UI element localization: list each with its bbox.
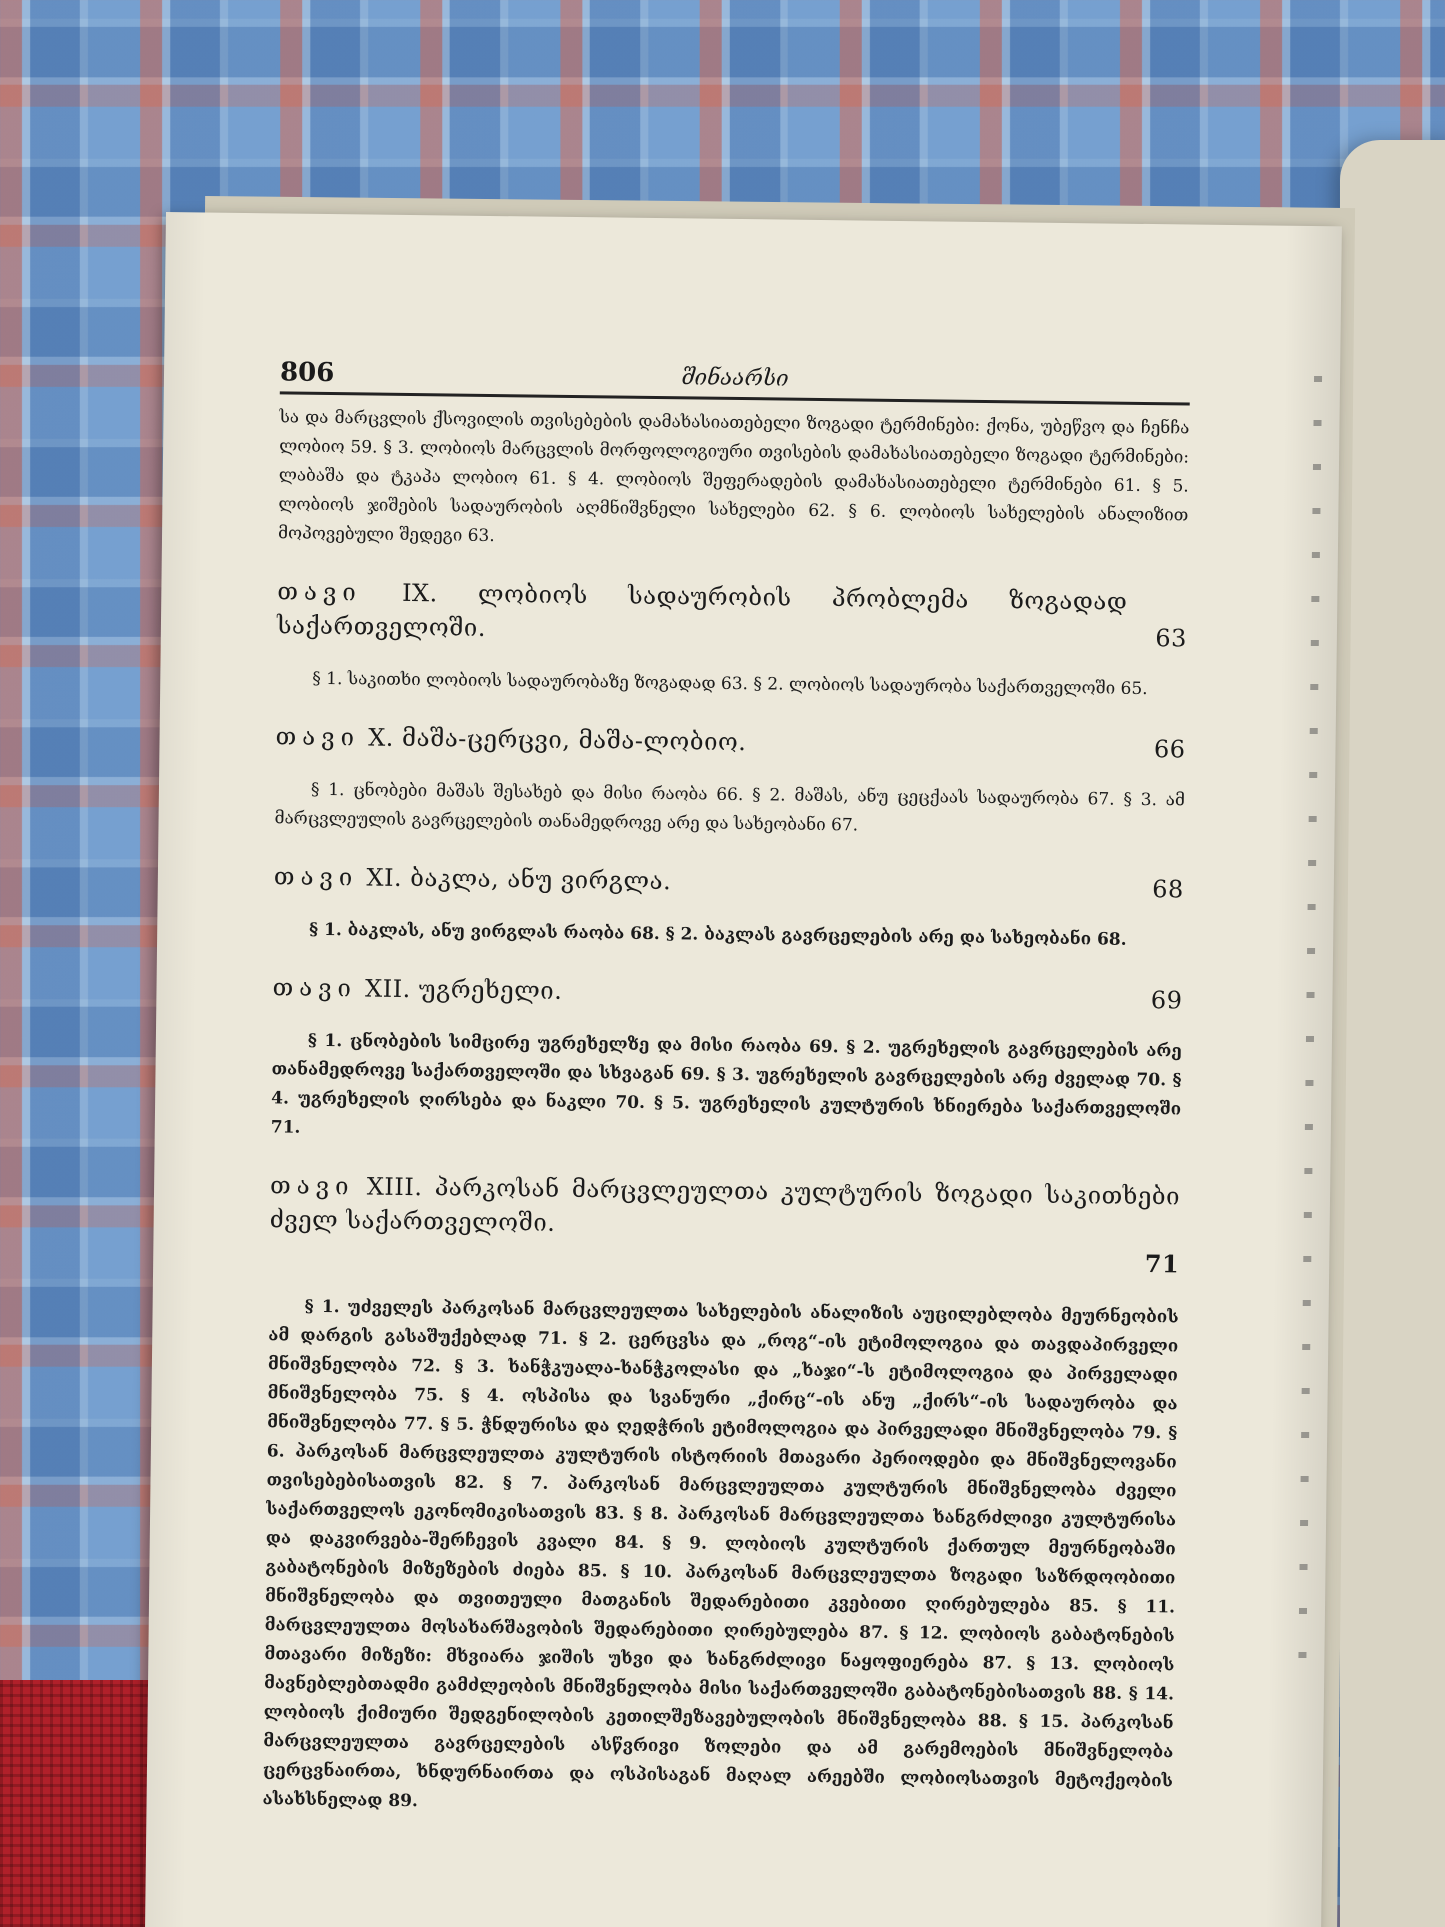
chapter-sections-ix: § 1. საკითხი ლობიოს სადაურობაზე ზოგადად 63. § 2. ლობიოს სადაურობა საქართველოში 65. [312, 668, 1148, 700]
chapter-title: XIII. პარკოსან მარცვლეულთა კულტურის ზოგადი საკითხები ძველ საქართველოში. [269, 1172, 1181, 1237]
chapter-page: 71 [1144, 1249, 1180, 1279]
chapter-label: თავი [277, 577, 362, 607]
chapter-heading-xi [274, 859, 1184, 904]
page-title: შინაარსი [681, 365, 789, 392]
chapter-label: თავი [273, 862, 359, 892]
chapter-sections-xi: § 1. ბაკლას, ანუ ვირგლას რაობა 68. § 2. ბაკლას გავრცელების არე და სახეობანი 68. [309, 919, 1127, 950]
chapter-sections-xii: § 1. ცნობების სიმცირე უგრეხელზე და მისი რაობა 69. § 2. უგრეხელის გავრცელების არე თანამედროვე საქართველოში და სხვაგან 69. § 3. უგრეხელის გავრცელების არე ძველად 70. § 4. უგრეხელის ღირსება და ნაკლი 70. § 5. უგრეხელის კულტურის ხნიერება საქართველოში 71. [270, 1030, 1182, 1138]
chapter-page: 69 [1150, 986, 1183, 1015]
chapter-heading-x [275, 719, 1185, 764]
chapter-page: 66 [1153, 735, 1186, 764]
intro-sections: სა და მარცვლის ქსოვილის თვისებების დამახასიათებელი ზოგადი ტერმინები: ქონა, უბეწვო და ჩენჩა ლობიო 59. § 3. ლობიოს მარცვლის მორფოლოგიური თვისების დამახასიათებელი ზოგადი ტერმინები: ლაბაშა და ტკაპა ლობიო 61. § 4. ლობიოს შეფერადების დამახასიათებელი ტერმინები 61. § 5. ლობიოს ჯიშების სადაურობის აღმნიშვნელი სახელები 62. § 6. ლობიოს სახელების ანალიზით მოპოვებული შედეგი 63. [277, 407, 1190, 547]
book-page [145, 212, 1342, 1927]
binding-stitches [1298, 346, 1322, 1696]
chapter-label: თავი [272, 973, 358, 1003]
right-book-page [1340, 140, 1445, 1927]
chapter-page: 68 [1152, 875, 1184, 904]
chapter-sections-x: § 1. ცნობები მაშას შესახებ და მისი რაობა 66. § 2. მაშას, ანუ ცეცქაას სადაურობა 67. § 3. ამ მარცვლეულის გავრცელების თანამედროვე არე და სახეობანი 67. [274, 779, 1186, 836]
chapter-title: XI. ბაკლა, ანუ ვირგლა. [366, 863, 672, 896]
chapter-sections-xiii: § 1. უძველეს პარკოსან მარცვლეულთა სახელების ანალიზის აუცილებლობა მეურნეობის ამ დარგის გასაშუქებლად 71. § 2. ცერცვსა და „როგ“-ის ეტიმოლოგია და თავდაპირველი მნიშვნელობა 72. § 3. ხანჭკუალა-ხანჭკოლასი და „ხაჯი“-ს ეტიმოლოგია და პირველადი მნიშვნელობა 75. § 4. ოსპისა და სვანური „ქირც“-ის ანუ „ქირს“-ის სადაურობა და მნიშვნელობა 77. § 5. ჭნდურისა და ღედჭრის ეტიმოლოგია და პირველადი მნიშვნელობა 79. § 6. პარკოსან მარცვლეულთა კულტურის ისტორიის მთავარი პერიოდები და მნიშვნელოვანი თვისებებისათვის 82. § 7. პარკოსან მარცვლეულთა კულტურის მნიშვნელობა ძველი საქართველოს ეკონომიკისათვის 83. § 8. პარკოსან მარცვლეულთა ხანგრძლივი კულტურისა და დაკვირვება-შერჩევის კვალი 84. § 9. ლობიოს კულტურის ქართულ მეურნეობაში გაბატონების მიზეზების ძიება 85. § 10. პარკოსან მარცვლეულთა ზოგადი საზრდოობითი მნიშვნელობა და თვითეული მათგანის შედარებითი კვებითი ღირებულება 85. § 11. მარცვლეულთა მოსახარშავობის შედარებითი ღირებულება 87. § 12. ლობიოს გაბატონების მთავარი მიზეზი: მხვიარა ჯიშის უხვი და ხანგრძლივი ნაყოფიერება 87. § 13. ლობიოს მავნებლებთადმი გამძლეობის მნიშვნელობა მისი საქართველოში გაბატონებისათვის 88. § 14. ლობიოს ქიმიური შედგენილობის კეთილშეზავებულობის მნიშვნელობა 88. § 15. პარკოსან მარცვლეულთა გავრცელების ასწვრივი ზოლები და ამ გარემოების მნიშვნელობა ცერცვნაირთა, ხნდურნაირთა და ოსპისაგან მაღალ არეებში ლობიოსათვის მეტოქეობის ასახსნელად 89. [262, 1296, 1179, 1812]
chapter-label: თავი [269, 1171, 355, 1201]
page-header [280, 347, 1191, 405]
chapter-title: XII. უგრეხელი. [364, 974, 563, 1005]
page-number: 806 [279, 357, 335, 389]
chapter-heading-xii [272, 970, 1182, 1015]
chapter-page: 63 [1155, 624, 1188, 653]
chapter-label: თავი [275, 722, 361, 752]
table-of-contents [262, 403, 1189, 1825]
chapter-heading-xiii [269, 1168, 1180, 1281]
chapter-title: X. მაშა-ცერცვი, მაშა-ლობიო. [368, 723, 747, 757]
chapter-title: IX. ლობიოს სადაურობის პრობლემა ზოგადად საქართველოში. [276, 578, 1128, 642]
chapter-heading-ix [277, 574, 1188, 653]
